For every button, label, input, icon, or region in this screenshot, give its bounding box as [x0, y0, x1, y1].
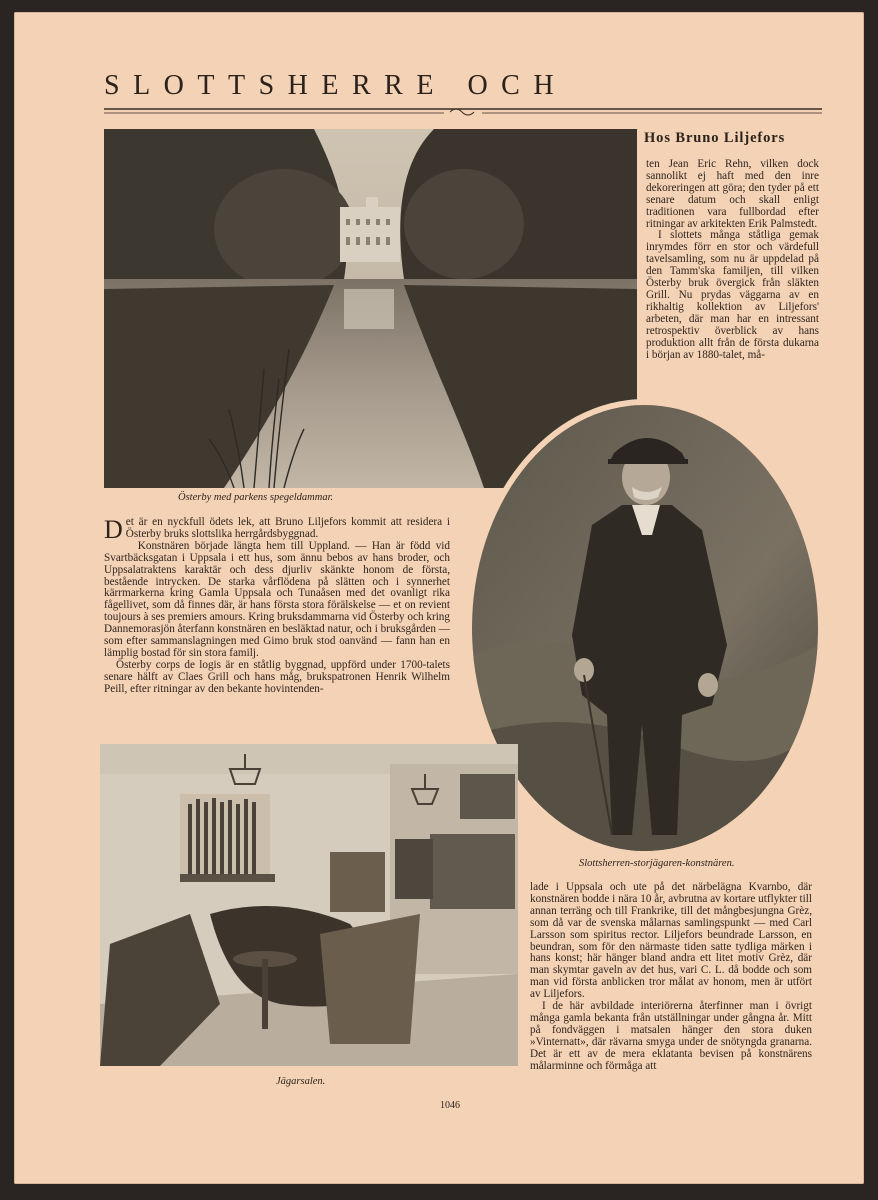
jagarsalen-caption: Jägarsalen.	[276, 1076, 326, 1087]
main-paragraph-1	[104, 515, 450, 544]
right-paragraph-1: ten Jean Eric Rehn, vilken dock sannolikt ej haft med den inre dekoreringen att göra; den tyder på ett senare datum och skall enligt traditionen vara fullbordad efter ritningar av arkitekten Erik Palmstedt.	[646, 158, 819, 230]
page-title: SLOTTSHERRE OCH	[104, 70, 568, 101]
right-column-text	[646, 159, 819, 361]
main-paragraph-2: Konstnären började längta hem till Uppland. — Han är född vid Svartbäcksgatan i Uppsala i ett hus, som ännu bebos av hans broder, och Uppsalatraktens karaktär och dess djurliv skänkte honom de första, bestående intrycken. De starka vårflödena på slätten och i synnerhet kärrmarkerna kring Gamla Uppsala och Tunaåsen med det ovanligt rika fågellivet, som då finnes där, är hans första stora förälskelse — et on revient toujours à ses premiers amours. Kring bruksdammarna vid Österby och kring Dannemorasjön återfann konstnären en besläktad natur, och i bruksgården — som efter sammanslagningen med Gimo bruk stod oanvänd — fann han en lämplig bostad för sin stora familj.	[104, 539, 450, 659]
page-number: 1046	[440, 1100, 460, 1111]
jagarsalen-photo	[100, 744, 518, 1066]
bottom-right-text	[530, 882, 812, 1073]
ornamental-rule	[104, 106, 822, 116]
bottom-paragraph-1: lade i Uppsala och ute på det närbelägna Kvarnbo, där konstnären bodde i nära 10 år, avbrutna av kortare utflykter till annan terräng och till Frankrike, till det mångbesjungna Grèz, som då var de svenska målarnas samlingspunkt — med Carl Larsson som spiritus rector. Liljefors beundrade Larsson, en beundran, som för den närmaste tiden satte tydliga märken i hans konst; här hänger bland andra ett litet motiv Grèz, där man skymtar gaveln av det hus, vari C. L. då bodde och som man vid första anblicken tror målat av honom, men är utfört av Liljefors.	[530, 881, 812, 1001]
osterby-caption: Österby med parkens spegeldammar.	[178, 492, 334, 503]
portrait-caption: Slottsherren-storjägaren-konstnären.	[579, 858, 735, 869]
main-paragraph-1-text: et är en nyckfull ödets lek, att Bruno Liljefors kommit att residera i Österby bruks slottslika herrgårdsbyggnad.	[125, 516, 450, 540]
right-paragraph-2: I slottets många ståtliga gemak inrymdes förr en stor och värdefull tavelsamling, som nu är uppdelad på den Tamm'ska familjen, till vilken Österby bruk övergick från släkten Grill. Nu prydas väggarna av en rikhaltig kollektion av Liljefors' arbeten, där man har en intressant retrospektiv överblick av hans produktion allt från de första dukarna i början av 1880-talet, må-	[646, 229, 819, 361]
drop-cap: D	[104, 515, 123, 544]
portrait-photo	[472, 405, 818, 851]
main-paragraph-3: Österby corps de logis är en ståtlig byggnad, uppförd under 1700-talets senare hälft av Claes Grill och hans måg, brukspatronen Henrik Wilhelm Peill, efter ritningar av den bekante hovintenden-	[104, 658, 450, 695]
article-subtitle: Hos Bruno Liljefors	[644, 130, 786, 146]
osterby-photo	[104, 129, 637, 488]
bottom-paragraph-2: I de här avbildade interiörerna återfinner man i övrigt många gamla bekanta från utställningar under gångna år. Mitt på fondväggen i matsalen hänger den stora duken »Vinternatt», där rävarna smyga under de snötyngda granarna. Det är ett av de mera eklatanta bevisen på konstnärens målarminne och förmåga att	[530, 1000, 812, 1072]
main-column-text	[104, 517, 450, 696]
